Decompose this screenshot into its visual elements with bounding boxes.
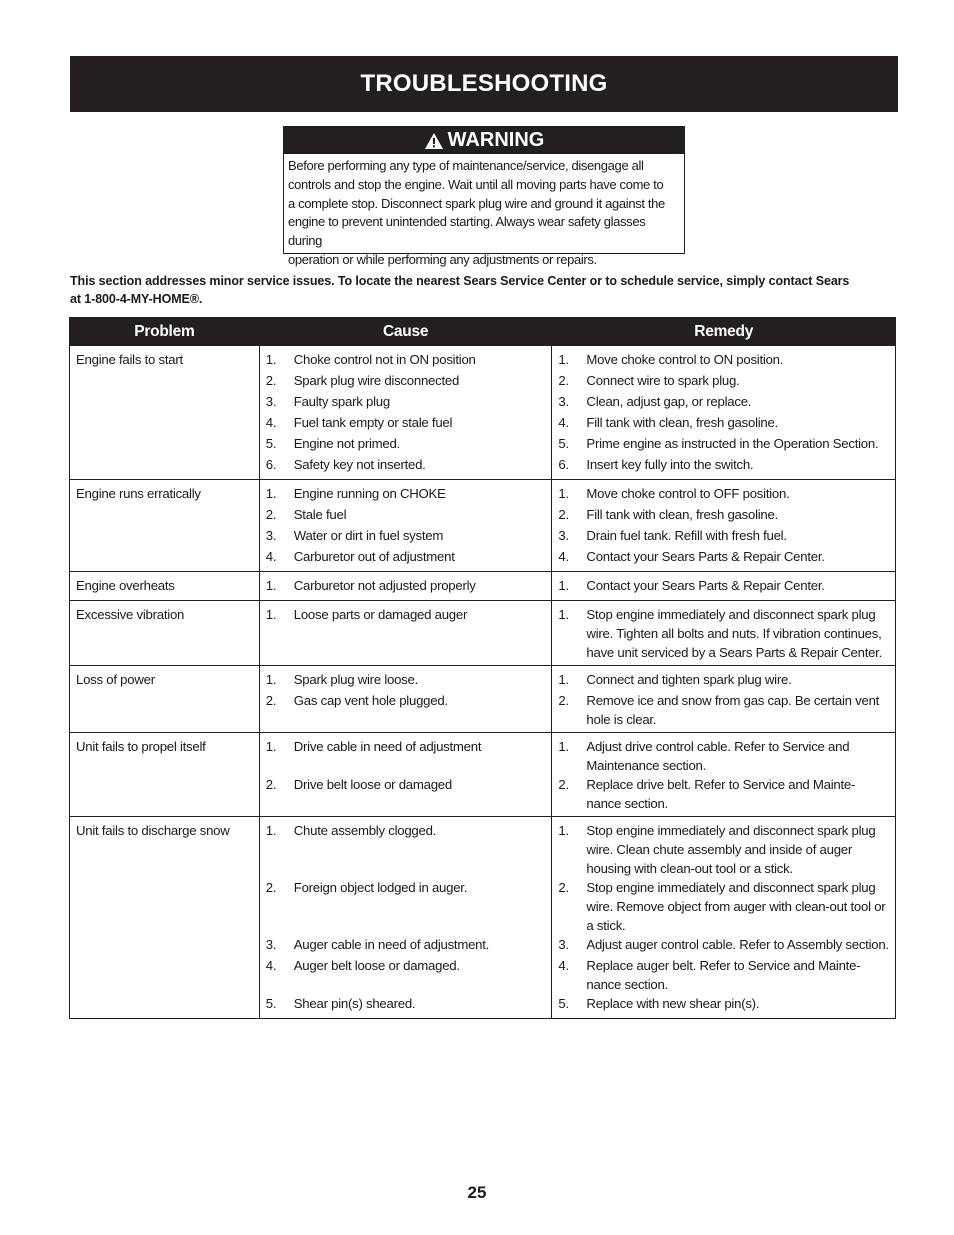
page-title: TROUBLESHOOTING [360, 70, 608, 97]
cause-item [266, 691, 546, 729]
table-row [70, 666, 896, 733]
cause-item [266, 737, 546, 775]
remedy-item [558, 605, 889, 662]
item-number: 2. [265, 880, 277, 895]
item-number: 3. [558, 528, 569, 543]
remedy-item [558, 371, 889, 392]
table-row [70, 817, 896, 1019]
remedy-item [558, 484, 889, 505]
warning-line: operation or while performing any adjustments or repairs. [288, 251, 597, 267]
remedy-item [558, 526, 889, 547]
remedy-item [558, 821, 889, 878]
cause-item [266, 350, 546, 371]
item-number: 1. [558, 578, 569, 593]
intro-line: This section addresses minor service issues. To locate the nearest Sears Service Center or to schedule service, simply contact Sears [70, 274, 850, 288]
cause-cell [259, 480, 552, 572]
remedy-cell [552, 601, 896, 666]
item-number: 6. [558, 457, 569, 472]
item-text: Contact your Sears Parts & Repair Center. [586, 549, 825, 564]
item-number: 2. [558, 373, 569, 388]
remedy-item [558, 737, 889, 775]
item-number: 3. [265, 528, 277, 543]
cause-cell [259, 666, 552, 733]
item-number: 2. [265, 373, 277, 388]
cause-item [266, 505, 546, 526]
troubleshooting-table [69, 317, 896, 1019]
item-text: Chute assembly clogged. [293, 823, 437, 838]
item-number: 2. [265, 507, 277, 522]
header-problem: Problem [70, 318, 260, 346]
cause-item [266, 956, 546, 994]
page-number: 25 [467, 1183, 487, 1202]
warning-box [283, 126, 685, 267]
item-number: 1. [265, 486, 277, 501]
item-number: 3. [265, 394, 277, 409]
item-text: Faulty spark plug [293, 394, 390, 409]
cause-cell [259, 733, 552, 817]
warning-line: Before performing any type of maintenance/service, disengage all [288, 158, 644, 173]
item-number: 5. [265, 996, 277, 1011]
item-text: Replace drive belt. Refer to Service and Mainte-nance section. [586, 777, 856, 811]
item-number: 5. [558, 996, 569, 1011]
item-text: Drive cable in need of adjustment [293, 739, 482, 754]
remedy-item [558, 576, 889, 597]
item-text: Spark plug wire disconnected [293, 373, 460, 388]
item-number: 2. [265, 693, 277, 708]
item-text: Adjust auger control cable. Refer to Assembly section. [586, 937, 889, 952]
item-number: 2. [558, 507, 569, 522]
remedy-item [558, 935, 889, 956]
remedy-item [558, 350, 889, 371]
item-number: 1. [558, 739, 569, 754]
cause-item [266, 392, 546, 413]
item-text: Drive belt loose or damaged [293, 777, 452, 792]
item-number: 2. [558, 777, 569, 792]
remedy-cell [552, 733, 896, 817]
cause-item [266, 775, 546, 813]
item-text: Engine not primed. [293, 436, 400, 451]
cause-item [266, 878, 546, 935]
cause-cell [259, 817, 552, 1019]
warning-line: a complete stop. Disconnect spark plug wire and ground it against the [288, 195, 665, 211]
warning-line: engine to prevent unintended starting. Always wear safety glasses during [288, 214, 646, 249]
problem-cell: Engine fails to start [70, 346, 260, 480]
item-number: 5. [558, 436, 569, 451]
item-number: 4. [558, 549, 569, 564]
item-text: Carburetor not adjusted properly [293, 578, 476, 593]
intro-paragraph [70, 272, 898, 308]
cause-item [266, 484, 546, 505]
cause-item [266, 371, 546, 392]
item-text: Spark plug wire loose. [293, 672, 419, 687]
problem-cell: Engine runs erratically [70, 480, 260, 572]
cause-item [266, 547, 546, 568]
problem-cell: Unit fails to discharge snow [70, 817, 260, 1019]
problem-cell: Excessive vibration [70, 601, 260, 666]
item-number: 3. [558, 937, 569, 952]
item-text: Adjust drive control cable. Refer to Service and Maintenance section. [586, 739, 850, 773]
item-number: 1. [558, 672, 569, 687]
remedy-item [558, 505, 889, 526]
item-text: Choke control not in ON position [293, 352, 476, 367]
item-text: Contact your Sears Parts & Repair Center. [586, 578, 825, 593]
item-number: 1. [265, 823, 277, 838]
table-row [70, 601, 896, 666]
item-text: Engine running on CHOKE [293, 486, 446, 501]
item-text: Auger belt loose or damaged. [293, 958, 460, 973]
item-text: Stop engine immediately and disconnect spark plug wire. Clean chute assembly and inside of auger housing with clean-out tool or a stick. [586, 823, 876, 876]
item-number: 5. [265, 436, 277, 451]
item-text: Gas cap vent hole plugged. [293, 693, 448, 708]
item-text: Drain fuel tank. Refill with fresh fuel. [586, 528, 787, 543]
cause-item [266, 935, 546, 956]
remedy-item [558, 956, 889, 994]
item-text: Shear pin(s) sheared. [293, 996, 416, 1011]
remedy-cell [552, 817, 896, 1019]
item-number: 2. [558, 880, 569, 895]
cause-item [266, 576, 546, 597]
table-row [70, 572, 896, 601]
item-number: 4. [265, 958, 277, 973]
remedy-item [558, 691, 889, 729]
warning-text [284, 154, 684, 270]
remedy-item [558, 392, 889, 413]
item-text: Move choke control to ON position. [586, 352, 784, 367]
remedy-cell [552, 666, 896, 733]
warning-line: controls and stop the engine. Wait until all moving parts have come to [288, 176, 664, 192]
warning-header [284, 127, 684, 154]
item-number: 1. [265, 578, 277, 593]
item-text: Insert key fully into the switch. [586, 457, 754, 472]
item-number: 3. [558, 394, 569, 409]
item-number: 4. [558, 415, 569, 430]
cause-item [266, 413, 546, 434]
item-text: Foreign object lodged in auger. [293, 880, 468, 895]
item-number: 4. [265, 415, 277, 430]
remedy-item [558, 413, 889, 434]
remedy-item [558, 878, 889, 935]
cause-item [266, 994, 546, 1015]
item-number: 3. [265, 937, 277, 952]
table-row [70, 346, 896, 480]
cause-item [266, 526, 546, 547]
item-number: 2. [265, 777, 277, 792]
item-text: Move choke control to OFF position. [586, 486, 790, 501]
remedy-item [558, 994, 889, 1015]
item-text: Clean, adjust gap, or replace. [586, 394, 752, 409]
item-number: 1. [558, 352, 569, 367]
problem-cell: Loss of power [70, 666, 260, 733]
cause-item [266, 821, 546, 878]
problem-cell: Engine overheats [70, 572, 260, 601]
item-text: Remove ice and snow from gas cap. Be certain vent hole is clear. [586, 693, 880, 727]
item-text: Safety key not inserted. [293, 457, 426, 472]
warning-label: WARNING [447, 129, 545, 151]
item-text: Carburetor out of adjustment [293, 549, 455, 564]
item-text: Stale fuel [293, 507, 347, 522]
intro-line: at 1-800-4-MY-HOME®. [70, 292, 203, 306]
item-number: 4. [558, 958, 569, 973]
item-text: Prime engine as instructed in the Operation Section. [586, 436, 879, 451]
item-number: 1. [265, 607, 277, 622]
item-text: Stop engine immediately and disconnect spark plug wire. Remove object from auger with clean-out tool or a stick. [586, 880, 886, 933]
item-number: 2. [558, 693, 569, 708]
item-number: 6. [265, 457, 277, 472]
item-number: 1. [265, 739, 277, 754]
item-number: 1. [265, 672, 277, 687]
item-number: 1. [558, 607, 569, 622]
item-number: 1. [558, 823, 569, 838]
item-text: Loose parts or damaged auger [293, 607, 468, 622]
item-text: Fill tank with clean, fresh gasoline. [586, 415, 779, 430]
item-number: 1. [265, 352, 277, 367]
header-remedy: Remedy [552, 318, 896, 346]
item-text: Fuel tank empty or stale fuel [293, 415, 453, 430]
item-text: Stop engine immediately and disconnect spark plug wire. Tighten all bolts and nuts. If vibration continues, have unit serviced by a Sears Parts & Repair Center. [586, 607, 883, 660]
remedy-item [558, 455, 889, 476]
warning-triangle-icon [424, 132, 444, 150]
remedy-item [558, 434, 889, 455]
remedy-cell [552, 572, 896, 601]
table-row [70, 480, 896, 572]
item-text: Connect wire to spark plug. [586, 373, 740, 388]
cause-cell [259, 572, 552, 601]
table-header-row [70, 318, 896, 346]
remedy-item [558, 547, 889, 568]
remedy-item [558, 670, 889, 691]
cause-item [266, 434, 546, 455]
item-number: 1. [558, 486, 569, 501]
table-row [70, 733, 896, 817]
cause-cell [259, 346, 552, 480]
item-text: Fill tank with clean, fresh gasoline. [586, 507, 779, 522]
remedy-cell [552, 346, 896, 480]
item-text: Connect and tighten spark plug wire. [586, 672, 792, 687]
remedy-cell [552, 480, 896, 572]
item-number: 4. [265, 549, 277, 564]
remedy-item [558, 775, 889, 813]
item-text: Replace with new shear pin(s). [586, 996, 760, 1011]
cause-item [266, 605, 546, 662]
item-text: Replace auger belt. Refer to Service and Mainte-nance section. [586, 958, 861, 992]
cause-item [266, 455, 546, 476]
cause-cell [259, 601, 552, 666]
header-cause: Cause [259, 318, 552, 346]
problem-cell: Unit fails to propel itself [70, 733, 260, 817]
page-title-bar [70, 56, 898, 112]
item-text: Water or dirt in fuel system [293, 528, 444, 543]
cause-item [266, 670, 546, 691]
item-text: Auger cable in need of adjustment. [293, 937, 490, 952]
